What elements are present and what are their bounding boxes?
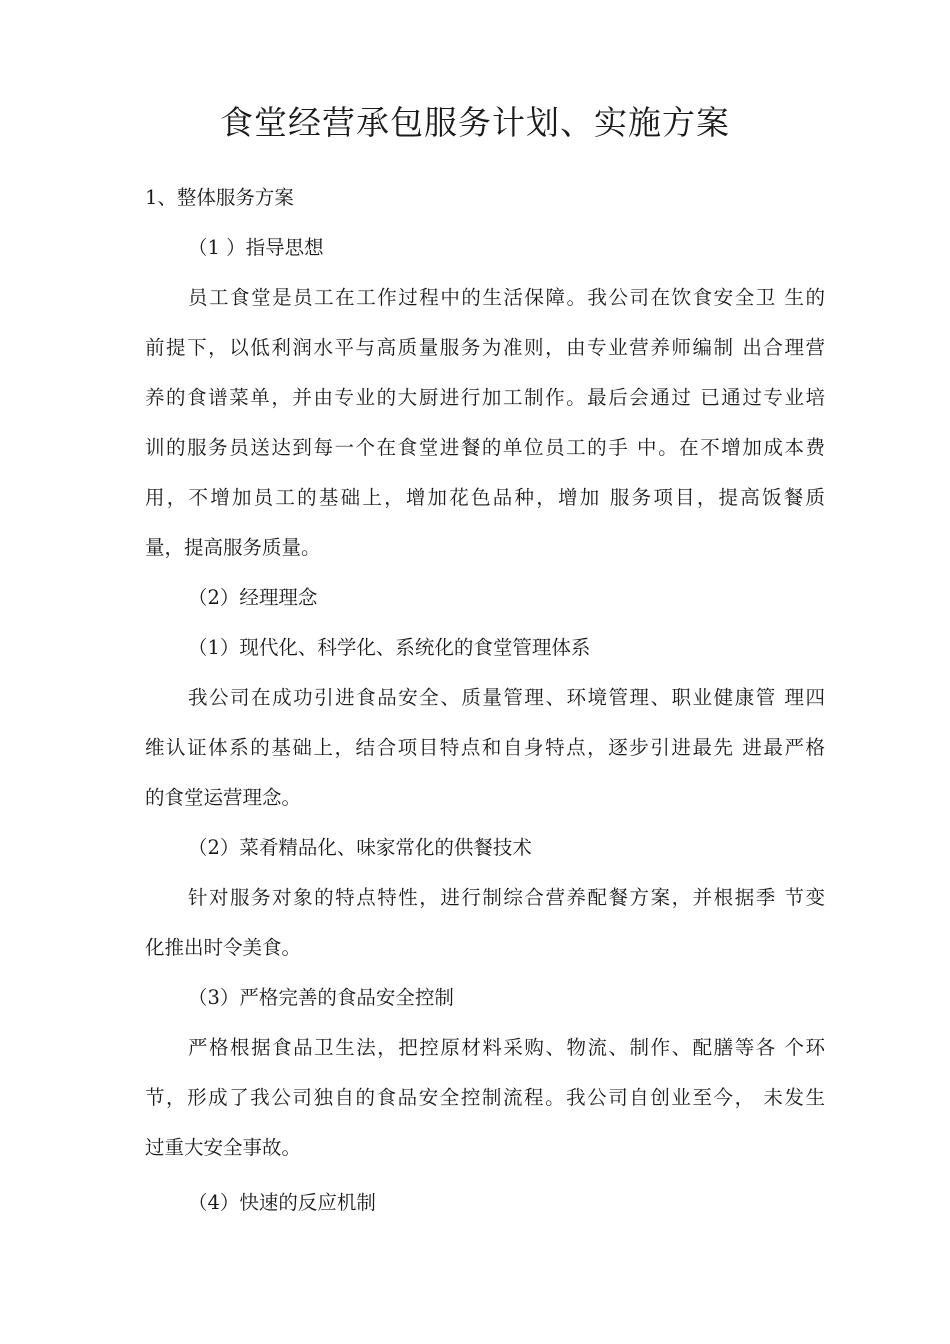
item2-heading: （2）菜肴精品化、味家常化的供餐技术	[188, 836, 532, 859]
item1-line-3: 的食堂运营理念。	[145, 786, 302, 809]
item2-line-2: 化推出时令美食。	[145, 936, 302, 959]
document-title: 食堂经营承包服务计划、实施方案	[220, 103, 730, 142]
sub1-line-2: 前提下，以低利润水平与高质量服务为准则，由专业营养师编制 出合理营	[145, 336, 825, 359]
item3-line-2: 节，形成了我公司独自的食品安全控制流程。我公司自创业至今， 未发生	[145, 1086, 825, 1109]
item3-line-1: 严格根据食品卫生法，把控原材料采购、物流、制作、配膳等各 个环	[188, 1036, 825, 1059]
sub1-line-5: 用，不增加员工的基础上，增加花色品种，增加 服务项目，提高饭餐质	[145, 486, 825, 509]
sub1-heading: （1 ）指导思想	[188, 236, 324, 259]
sub1-line-4: 训的服务员送达到每一个在食堂进餐的单位员工的手 中。在不增加成本费	[145, 436, 825, 459]
sub1-line-6: 量，提高服务质量。	[145, 536, 321, 559]
item4-heading: （4）快速的反应机制	[188, 1191, 376, 1214]
item1-line-1: 我公司在成功引进食品安全、质量管理、环境管理、职业健康管 理四	[188, 686, 825, 709]
sub1-line-3: 养的食谱菜单，并由专业的大厨进行加工制作。最后会通过 已通过专业培	[145, 386, 825, 409]
sub2-heading: （2）经理理念	[188, 586, 318, 609]
item1-line-2: 维认证体系的基础上，结合项目特点和自身特点，逐步引进最先 进最严格	[145, 736, 825, 759]
item1-heading: （1）现代化、科学化、系统化的食堂管理体系	[188, 636, 591, 659]
sub1-line-1: 员工食堂是员工在工作过程中的生活保障。我公司在饮食安全卫 生的	[188, 286, 825, 309]
item3-line-3: 过重大安全事故。	[145, 1136, 302, 1159]
item2-line-1: 针对服务对象的特点特性，进行制综合营养配餐方案，并根据季 节变	[188, 886, 825, 909]
item3-heading: （3）严格完善的食品安全控制	[188, 986, 454, 1009]
section-heading: 1、整体服务方案	[145, 186, 294, 209]
